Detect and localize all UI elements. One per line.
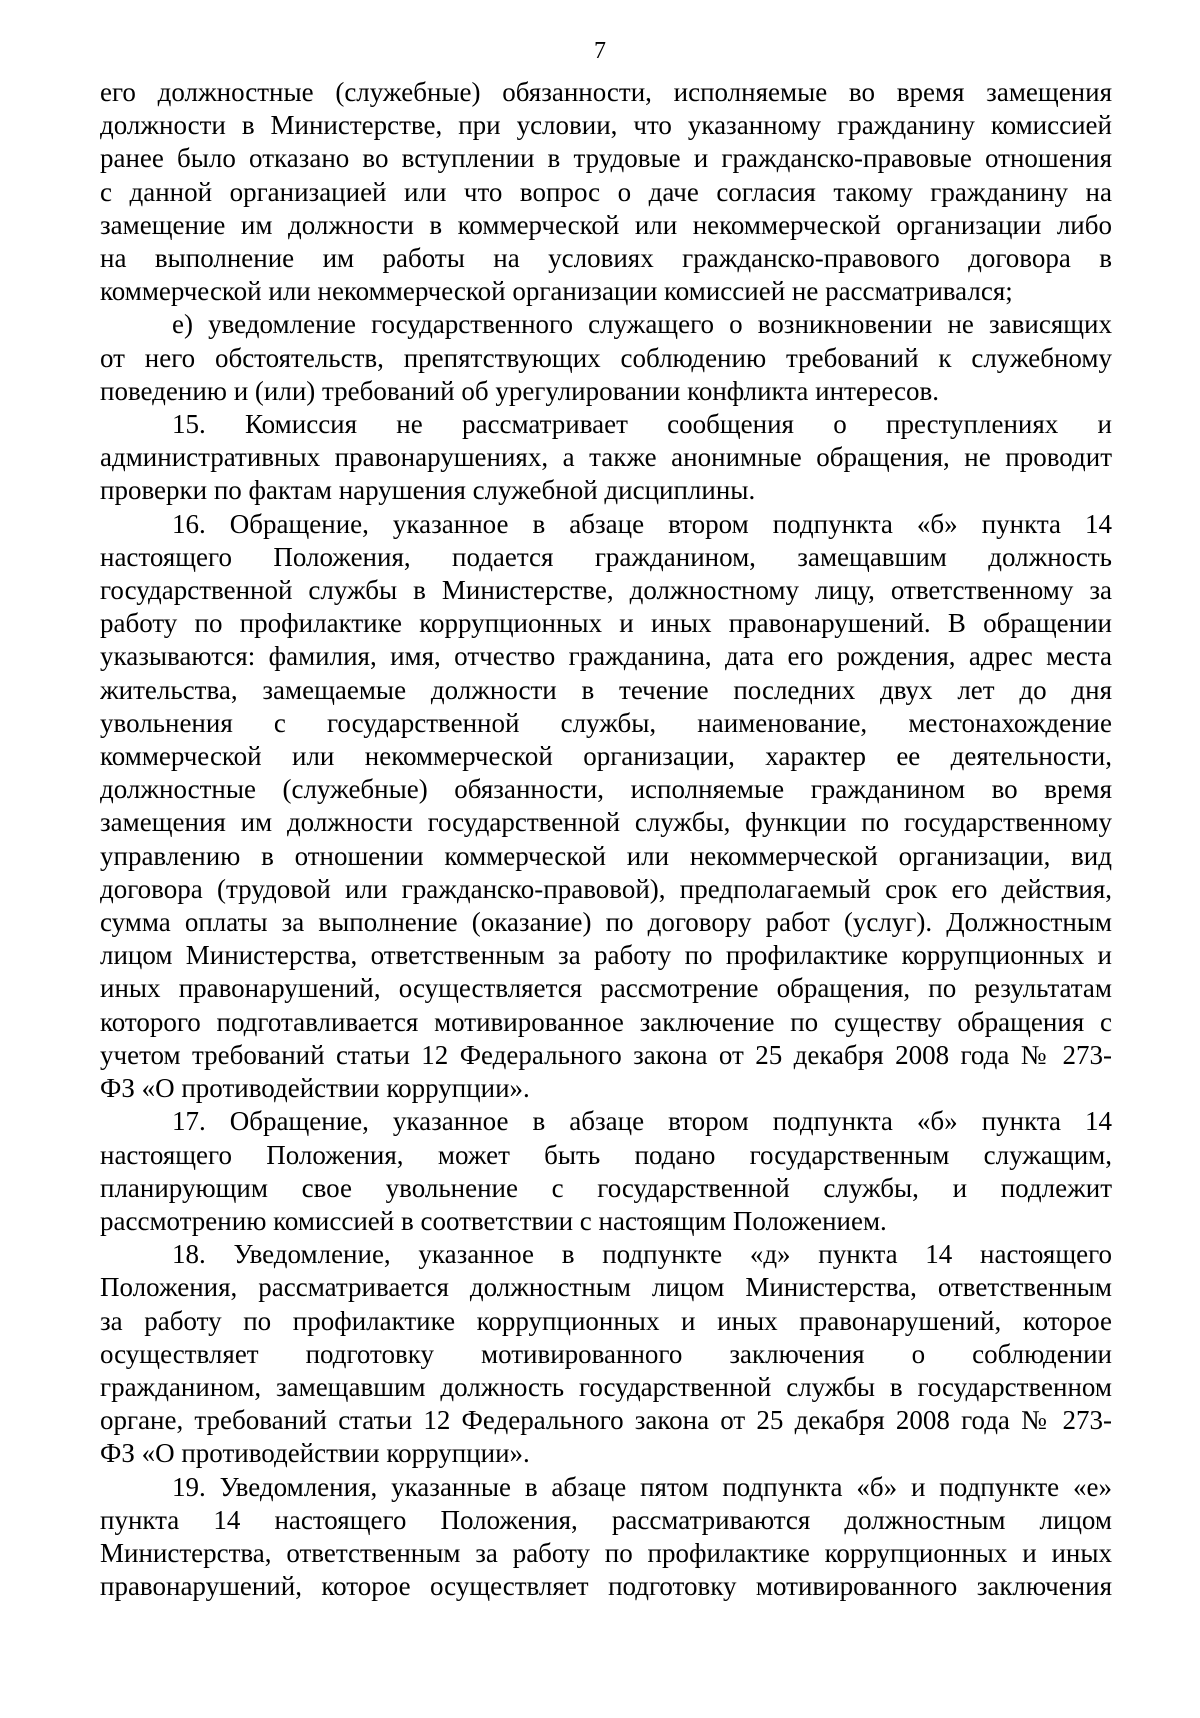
- text-line: указываются: фамилия, имя, отчество гражданина, дата его рождения, адрес места: [100, 641, 1112, 672]
- text-line: 15. Комиссия не рассматривает сообщения о преступлениях и: [172, 409, 1112, 440]
- text-line: замещения им должности государственной службы, функции по государственному: [100, 807, 1112, 838]
- text-line: Министерства, ответственным за работу по профилактике коррупционных и иных: [100, 1537, 1112, 1568]
- paragraph-e: [100, 308, 1112, 408]
- text-line: проверки по фактам нарушения служебной дисциплины.: [100, 475, 756, 506]
- text-line: е) уведомление государственного служащего о возникновении не зависящих: [172, 309, 1112, 340]
- text-line: гражданином, замещавшим должность государственной службы в государственном: [100, 1371, 1112, 1402]
- page-number: 7: [594, 38, 606, 64]
- text-line: правонарушений, которое осуществляет подготовку мотивированного заключения: [100, 1571, 1112, 1602]
- paragraph-continuation: [100, 76, 1112, 308]
- paragraph-15: [100, 408, 1112, 508]
- text-line: настоящего Положения, может быть подано государственным служащим,: [100, 1139, 1112, 1170]
- text-line: рассмотрению комиссией в соответствии с настоящим Положением.: [100, 1205, 887, 1236]
- text-line: пункта 14 настоящего Положения, рассматриваются должностным лицом: [100, 1504, 1112, 1535]
- text-line: жительства, замещаемые должности в течение последних двух лет до дня: [100, 674, 1112, 705]
- text-line: Положения, рассматривается должностным лицом Министерства, ответственным: [100, 1272, 1112, 1303]
- text-line: ФЗ «О противодействии коррупции».: [100, 1438, 530, 1469]
- text-line: поведению и (или) требований об урегулировании конфликта интересов.: [100, 375, 939, 406]
- text-line: иных правонарушений, осуществляется рассмотрение обращения, по результатам: [100, 973, 1112, 1004]
- text-line: от него обстоятельств, препятствующих соблюдению требований к служебному: [100, 342, 1112, 373]
- text-line: его должностные (служебные) обязанности, исполняемые во время замещения: [100, 77, 1112, 107]
- text-line: осуществляет подготовку мотивированного заключения о соблюдении: [100, 1338, 1112, 1369]
- text-line: увольнения с государственной службы, наименование, местонахождение: [100, 707, 1112, 738]
- text-line: планирующим свое увольнение с государственной службы, и подлежит: [100, 1172, 1112, 1203]
- text-line: государственной службы в Министерстве, должностному лицу, ответственному за: [100, 575, 1112, 606]
- text-line: учетом требований статьи 12 Федерального закона от 25 декабря 2008 года № 273-: [100, 1039, 1112, 1070]
- text-line: 19. Уведомления, указанные в абзаце пятом подпункта «б» и подпункте «е»: [172, 1471, 1112, 1502]
- paragraph-17: [100, 1105, 1112, 1238]
- text-line: за работу по профилактике коррупционных и иных правонарушений, которое: [100, 1305, 1112, 1336]
- paragraph-18: [100, 1238, 1112, 1470]
- text-line: ранее было отказано во вступлении в трудовые и гражданско-правовые отношения: [100, 143, 1112, 174]
- text-line: сумма оплаты за выполнение (оказание) по договору работ (услуг). Должностным: [100, 907, 1112, 938]
- paragraph-16: [100, 508, 1112, 1106]
- text-line: замещение им должности в коммерческой или некоммерческой организации либо: [100, 209, 1112, 240]
- text-line: с данной организацией или что вопрос о даче согласия такому гражданину на: [100, 176, 1112, 207]
- text-line: на выполнение им работы на условиях гражданско-правового договора в: [100, 243, 1112, 274]
- text-line: договора (трудовой или гражданско-правовой), предполагаемый срок его действия,: [100, 873, 1112, 904]
- text-line: лицом Министерства, ответственным за работу по профилактике коррупционных и: [100, 940, 1112, 971]
- text-line: коммерческой или некоммерческой организации, характер ее деятельности,: [100, 741, 1112, 772]
- text-line: 17. Обращение, указанное в абзаце втором подпункта «б» пункта 14: [172, 1106, 1112, 1137]
- text-line: должностные (служебные) обязанности, исполняемые гражданином во время: [100, 774, 1112, 805]
- text-line: которого подготавливается мотивированное заключение по существу обращения с: [100, 1006, 1112, 1037]
- text-line: должности в Министерстве, при условии, что указанному гражданину комиссией: [100, 110, 1112, 141]
- text-line: 16. Обращение, указанное в абзаце втором подпункта «б» пункта 14: [172, 508, 1112, 539]
- text-line: коммерческой или некоммерческой организации комиссией не рассматривался;: [100, 276, 1013, 307]
- text-line: управлению в отношении коммерческой или некоммерческой организации, вид: [100, 840, 1112, 871]
- text-line: работу по профилактике коррупционных и иных правонарушений. В обращении: [100, 608, 1112, 639]
- text-line: органе, требований статьи 12 Федерального закона от 25 декабря 2008 года № 273-: [100, 1405, 1112, 1436]
- text-line: настоящего Положения, подается гражданином, замещавшим должность: [100, 541, 1112, 572]
- document-body: [100, 76, 1112, 1603]
- text-line: административных правонарушениях, а также анонимные обращения, не проводит: [100, 442, 1112, 473]
- paragraph-19: [100, 1471, 1112, 1604]
- text-line: 18. Уведомление, указанное в подпункте «д» пункта 14 настоящего: [172, 1239, 1112, 1270]
- text-line: ФЗ «О противодействии коррупции».: [100, 1073, 530, 1104]
